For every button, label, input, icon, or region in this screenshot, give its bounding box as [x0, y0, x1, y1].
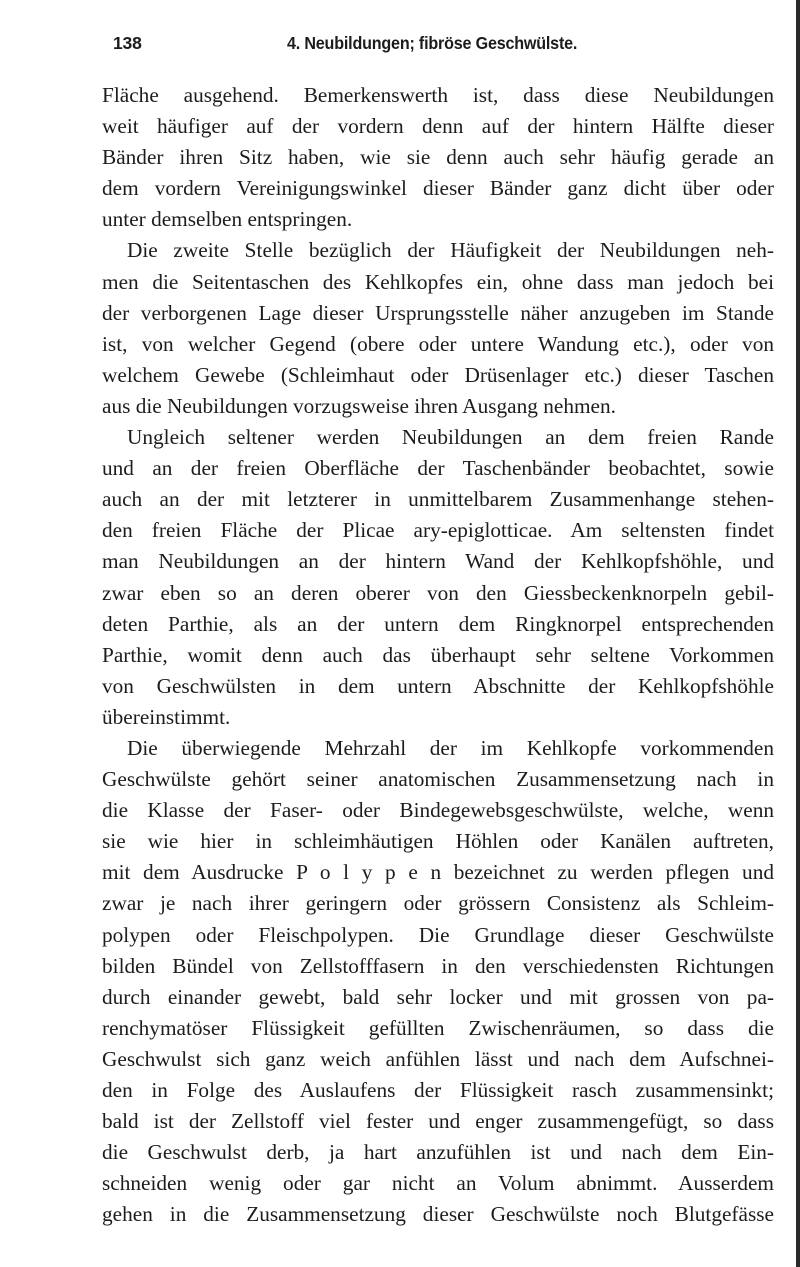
text-line: Geschwulst sich ganz weich anfühlen lässt und nach dem Aufschnei- — [102, 1046, 774, 1071]
text-line: men die Seitentaschen des Kehlkopfes ein, ohne dass man jedoch bei — [102, 269, 774, 294]
text-line: den freien Fläche der Plicae ary-epiglotticae. Am seltensten findet — [102, 518, 774, 543]
text-line: welchem Gewebe (Schleimhaut oder Drüsenlager etc.) dieser Taschen — [102, 362, 774, 387]
text-line: mit dem Ausdrucke P o l y p e n bezeichnet zu werden pflegen und — [102, 860, 774, 885]
text-line: und an der freien Oberfläche der Taschenbänder beobachtet, sowie — [102, 456, 774, 481]
text-line: Die überwiegende Mehrzahl der im Kehlkopfe vorkommenden — [127, 735, 774, 760]
running-title: 4. Neubildungen; fibröse Geschwülste. — [287, 33, 578, 53]
page-edge — [796, 0, 800, 1267]
text-line: durch einander gewebt, bald sehr locker und mit grossen von pa- — [102, 984, 774, 1009]
text-line: den in Folge des Auslaufens der Flüssigkeit rasch zusammensinkt; — [102, 1078, 774, 1102]
text-line: auch an der mit letzterer in unmittelbarem Zusammenhange stehen- — [102, 487, 774, 512]
text-line: zwar eben so an deren oberer von den Giessbeckenknorpeln gebil- — [102, 580, 774, 605]
text-line: schneiden wenig oder gar nicht an Volum abnimmt. Ausserdem — [102, 1171, 774, 1196]
body-text — [102, 80, 774, 1230]
text-line: renchymatöser Flüssigkeit gefüllten Zwischenräumen, so dass die — [102, 1015, 774, 1040]
text-line: unter demselben entspringen. — [102, 207, 353, 232]
text-line: bilden Bündel von Zellstofffasern in den verschiedensten Richtungen — [102, 953, 774, 978]
text-line: Geschwülste gehört seiner anatomischen Zusammensetzung nach in — [102, 767, 774, 792]
text-line: Bänder ihren Sitz haben, wie sie denn auch sehr häufig gerade an — [102, 145, 774, 170]
text-line: polypen oder Fleischpolypen. Die Grundlage dieser Geschwülste — [102, 922, 774, 947]
text-line: Fläche ausgehend. Bemerkenswerth ist, dass diese Neubildungen — [102, 83, 774, 107]
text-line: man Neubildungen an der hintern Wand der Kehlkopfshöhle, und — [102, 549, 774, 574]
text-line: der verborgenen Lage dieser Ursprungsstelle näher anzugeben im Stande — [102, 300, 774, 325]
text-line: Parthie, womit denn auch das überhaupt sehr seltene Vorkommen — [102, 642, 774, 667]
text-line: sie wie hier in schleimhäutigen Höhlen oder Kanälen auftreten, — [102, 829, 774, 854]
text-line: dem vordern Vereinigungswinkel dieser Bänder ganz dicht über oder — [102, 176, 774, 201]
text-line: übereinstimmt. — [102, 704, 231, 729]
text-line: Ungleich seltener werden Neubildungen an dem freien Rande — [127, 425, 774, 450]
text-line: weit häufiger auf der vordern denn auf der hintern Hälfte dieser — [102, 114, 774, 139]
text-line: Die zweite Stelle bezüglich der Häufigkeit der Neubildungen neh- — [127, 238, 774, 263]
running-header — [113, 33, 713, 59]
text-line: die Klasse der Faser- oder Bindegewebsgeschwülste, welche, wenn — [102, 798, 774, 823]
text-line: bald ist der Zellstoff viel fester und enger zusammengefügt, so dass — [102, 1109, 774, 1134]
text-line: zwar je nach ihrer geringern oder grössern Consistenz als Schleim- — [102, 891, 774, 916]
text-line: ist, von welcher Gegend (obere oder untere Wandung etc.), oder von — [102, 331, 774, 356]
text-line: von Geschwülsten in dem untern Abschnitte der Kehlkopfshöhle — [102, 673, 774, 698]
text-line: gehen in die Zusammensetzung dieser Geschwülste noch Blutgefässe — [102, 1202, 774, 1227]
text-line: aus die Neubildungen vorzugsweise ihren Ausgang nehmen. — [102, 393, 616, 418]
text-line: die Geschwulst derb, ja hart anzufühlen ist und nach dem Ein- — [102, 1140, 774, 1165]
text-line: deten Parthie, als an der untern dem Ringknorpel entsprechenden — [102, 611, 774, 636]
page-number: 138 — [113, 33, 142, 53]
